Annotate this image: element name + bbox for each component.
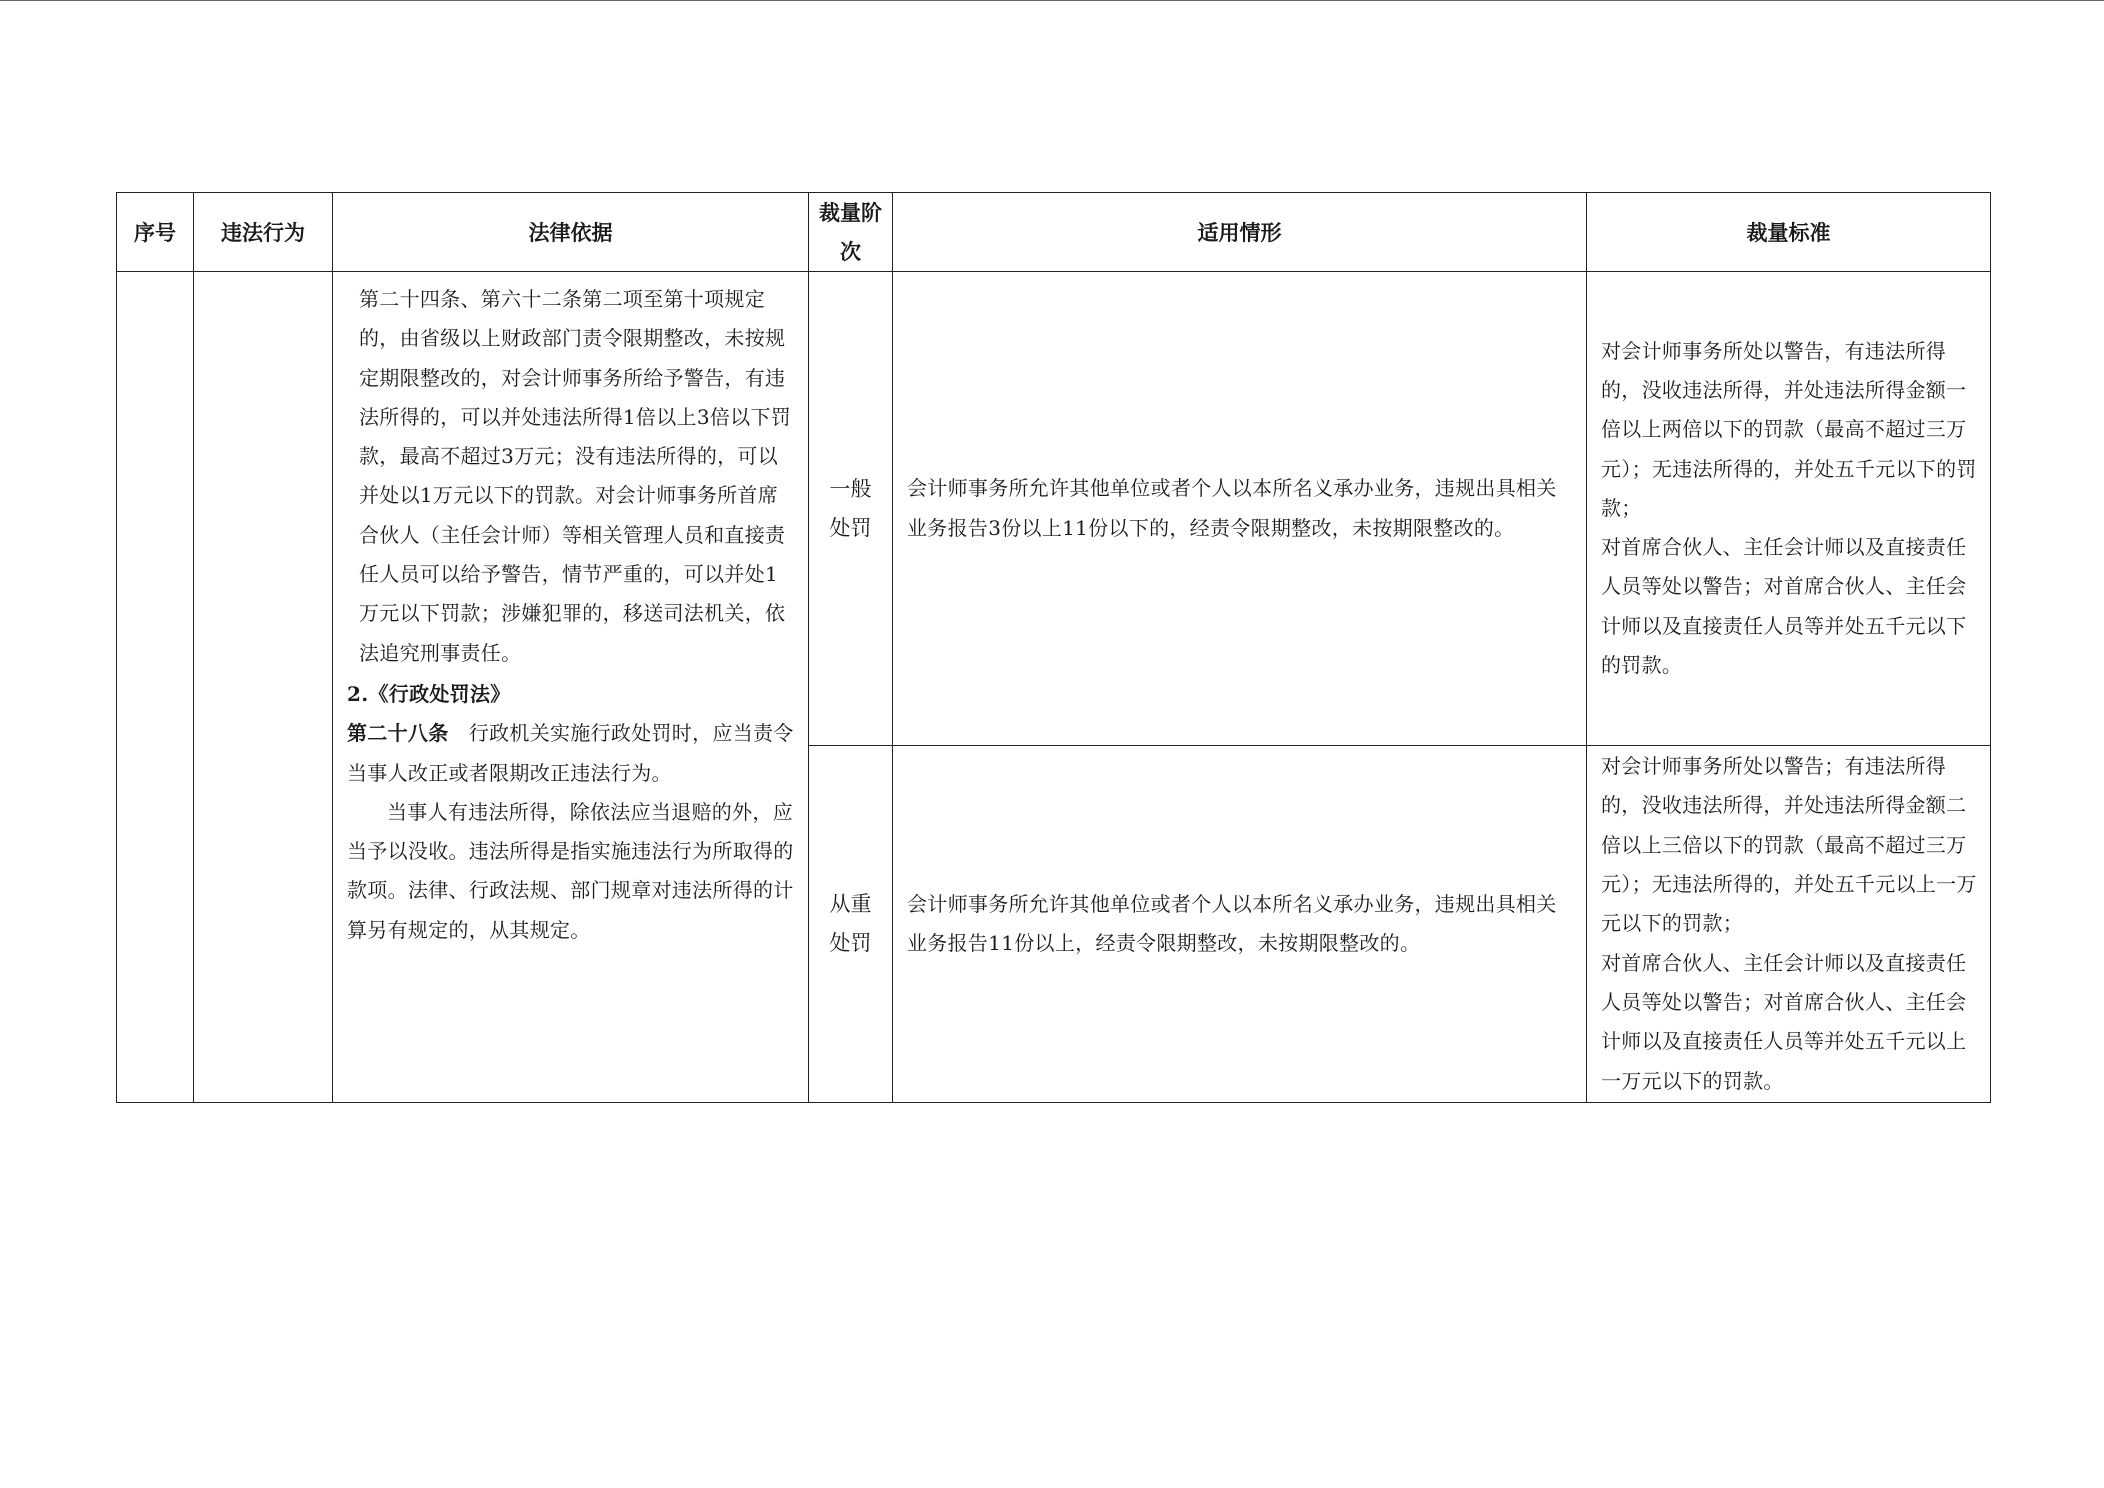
header-level: [809, 193, 893, 272]
violation-cell: [194, 272, 333, 1103]
level-severe: 从重处罚: [829, 892, 872, 955]
situation-cell-general: [893, 272, 1587, 746]
standard-general-person: 对首席合伙人、主任会计师以及直接责任人员等处以警告；对首席合伙人、主任会计师以及直接责任人员等并处五千元以下的罚款。: [1601, 535, 1967, 678]
page-top-border: [0, 0, 2104, 1]
header-seq: 序号: [117, 193, 194, 272]
level-general: 一般处罚: [829, 476, 872, 540]
discretion-standard-table: [116, 192, 1991, 1103]
article-28-title: 第二十八条: [347, 721, 449, 746]
situation-severe: 会计师事务所允许其他单位或者个人以本所名义承办业务，违规出具相关业务报告11份以上，经责令限期整改，未按期限整改的。: [907, 891, 1557, 955]
level-cell-severe: [809, 746, 893, 1103]
legal-basis-para1: 第二十四条、第六十二条第二项至第十项规定的，由省级以上财政部门责令限期整改，未按规定期限整改的，对会计师事务所给予警告，有违法所得的，可以并处违法所得1倍以上3倍以下罚款，最高不超过3万元；没有违法所得的，可以并处以1万元以下的罚款。对会计师事务所首席合伙人（主任会计师）等相关管理人员和直接责任人员可以给予警告，情节严重的，可以并处1万元以下罚款；涉嫌犯罪的，移送司法机关，依法追究刑事责任。: [359, 287, 792, 665]
article-28: [347, 714, 794, 793]
header-standard: 裁量标准: [1587, 193, 1991, 272]
header-legal-basis: 法律依据: [333, 193, 809, 272]
legal-basis-cell: [333, 272, 809, 1103]
header-level-text: 裁量阶次: [819, 200, 882, 264]
standard-severe-person: 对首席合伙人、主任会计师以及直接责任人员等处以警告；对首席合伙人、主任会计师以及直接责任人员等并处五千元以上一万元以下的罚款。: [1601, 950, 1967, 1093]
header-violation: 违法行为: [194, 193, 333, 272]
article-28-text: 行政机关实施行政处罚时，应当责令当事人改正或者限期改正违法行为。: [347, 721, 794, 785]
standard-cell-severe: [1587, 746, 1991, 1103]
table-header-row: [117, 193, 1991, 272]
standard-cell-general: [1587, 272, 1991, 746]
level-cell-general: [809, 272, 893, 746]
article-28-para2: 当事人有违法所得，除依法应当退赔的外，应当予以没收。违法所得是指实施违法行为所取得的款项。法律、行政法规、部门规章对违法所得的计算另有规定的，从其规定。: [347, 799, 794, 942]
standard-general-firm: 对会计师事务所处以警告，有违法所得的，没收违法所得，并处违法所得金额一倍以上两倍以下的罚款（最高不超过三万元）；无违法所得的，并处五千元以下的罚款；: [1601, 338, 1977, 520]
seq-cell: [117, 272, 194, 1103]
legal-basis-heading-2: 2.《行政处罚法》: [347, 681, 511, 706]
situation-general: 会计师事务所允许其他单位或者个人以本所名义承办业务，违规出具相关业务报告3份以上11份以下的，经责令限期整改，未按期限整改的。: [907, 476, 1557, 540]
standard-severe-firm: 对会计师事务所处以警告；有违法所得的，没收违法所得，并处违法所得金额二倍以上三倍以下的罚款（最高不超过三万元）；无违法所得的，并处五千元以上一万元以下的罚款；: [1601, 754, 1977, 936]
situation-cell-severe: [893, 746, 1587, 1103]
header-situation: 适用情形: [893, 193, 1587, 272]
table-row-general: [117, 272, 1991, 746]
